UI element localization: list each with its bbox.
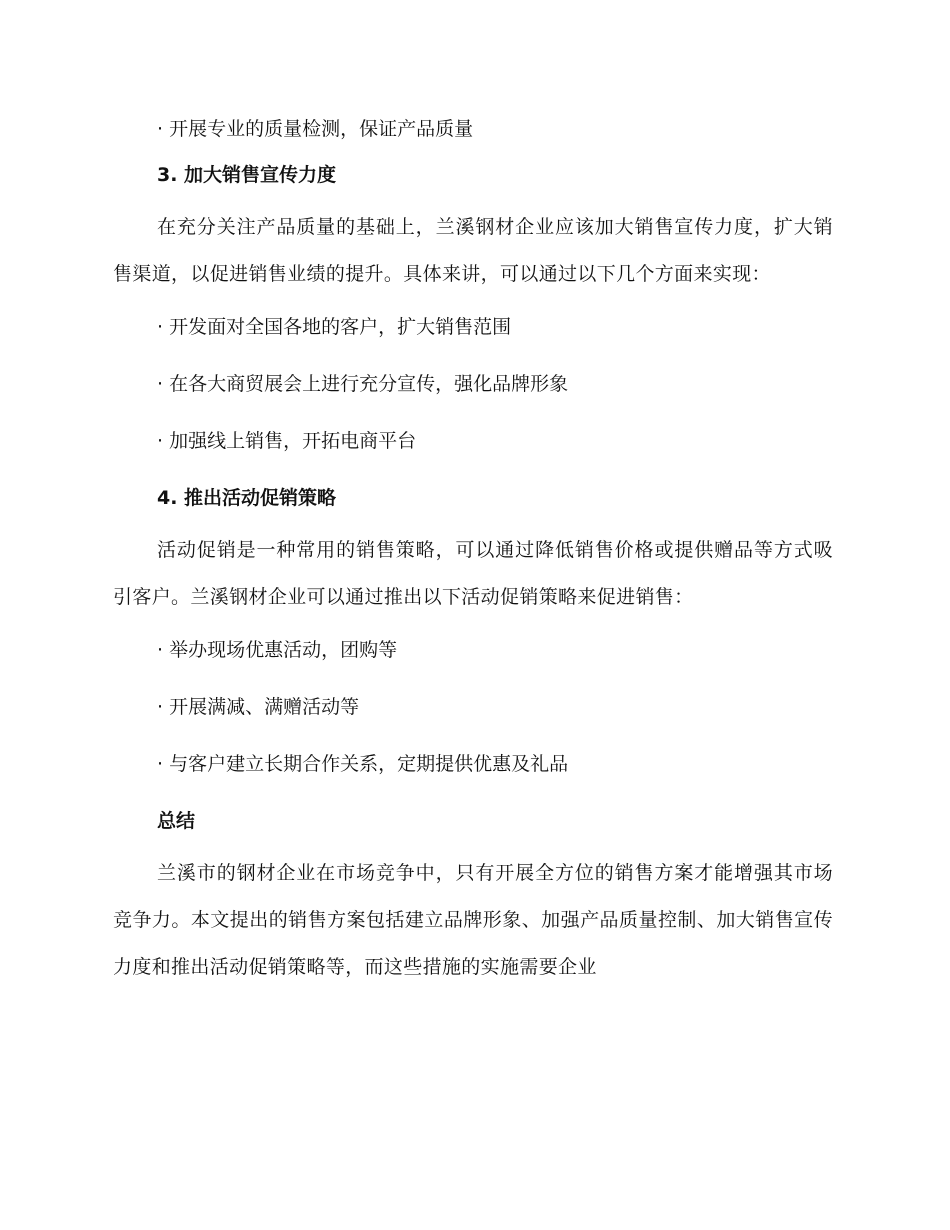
section-4-bullet-1: · 举办现场优惠活动，团购等: [157, 639, 398, 661]
document-content: [113, 112, 833, 991]
section-4-heading: 4. 推出活动促销策略: [157, 487, 337, 509]
section-4-bullet-2: · 开展满减、满赠活动等: [157, 696, 360, 718]
section-3-paragraph: 在充分关注产品质量的基础上，兰溪钢材企业应该加大销售宣传力度，扩大销售渠道，以促进销售业绩的提升。具体来讲，可以通过以下几个方面来实现：: [113, 216, 833, 285]
section-3-heading: 3. 加大销售宣传力度: [157, 164, 337, 186]
section-3-bullet-2: · 在各大商贸展会上进行充分宣传，强化品牌形象: [157, 373, 569, 395]
summary-paragraph: 兰溪市的钢材企业在市场竞争中，只有开展全方位的销售方案才能增强其市场竞争力。本文提出的销售方案包括建立品牌形象、加强产品质量控制、加大销售宣传力度和推出活动促销策略等，而这些措施的实施需要企业: [113, 862, 833, 978]
section-3-bullet-3: · 加强线上销售，开拓电商平台: [157, 430, 417, 452]
section-3-bullet-1: · 开发面对全国各地的客户，扩大销售范围: [157, 316, 512, 338]
summary-heading: 总结: [157, 810, 196, 832]
section-4-bullet-3: · 与客户建立长期合作关系，定期提供优惠及礼品: [157, 753, 569, 775]
section-4-paragraph: 活动促销是一种常用的销售策略，可以通过降低销售价格或提供赠品等方式吸引客户。兰溪钢材企业可以通过推出以下活动促销策略来促进销售：: [113, 539, 833, 608]
bullet-quality-inspection: · 开展专业的质量检测，保证产品质量: [157, 118, 474, 140]
